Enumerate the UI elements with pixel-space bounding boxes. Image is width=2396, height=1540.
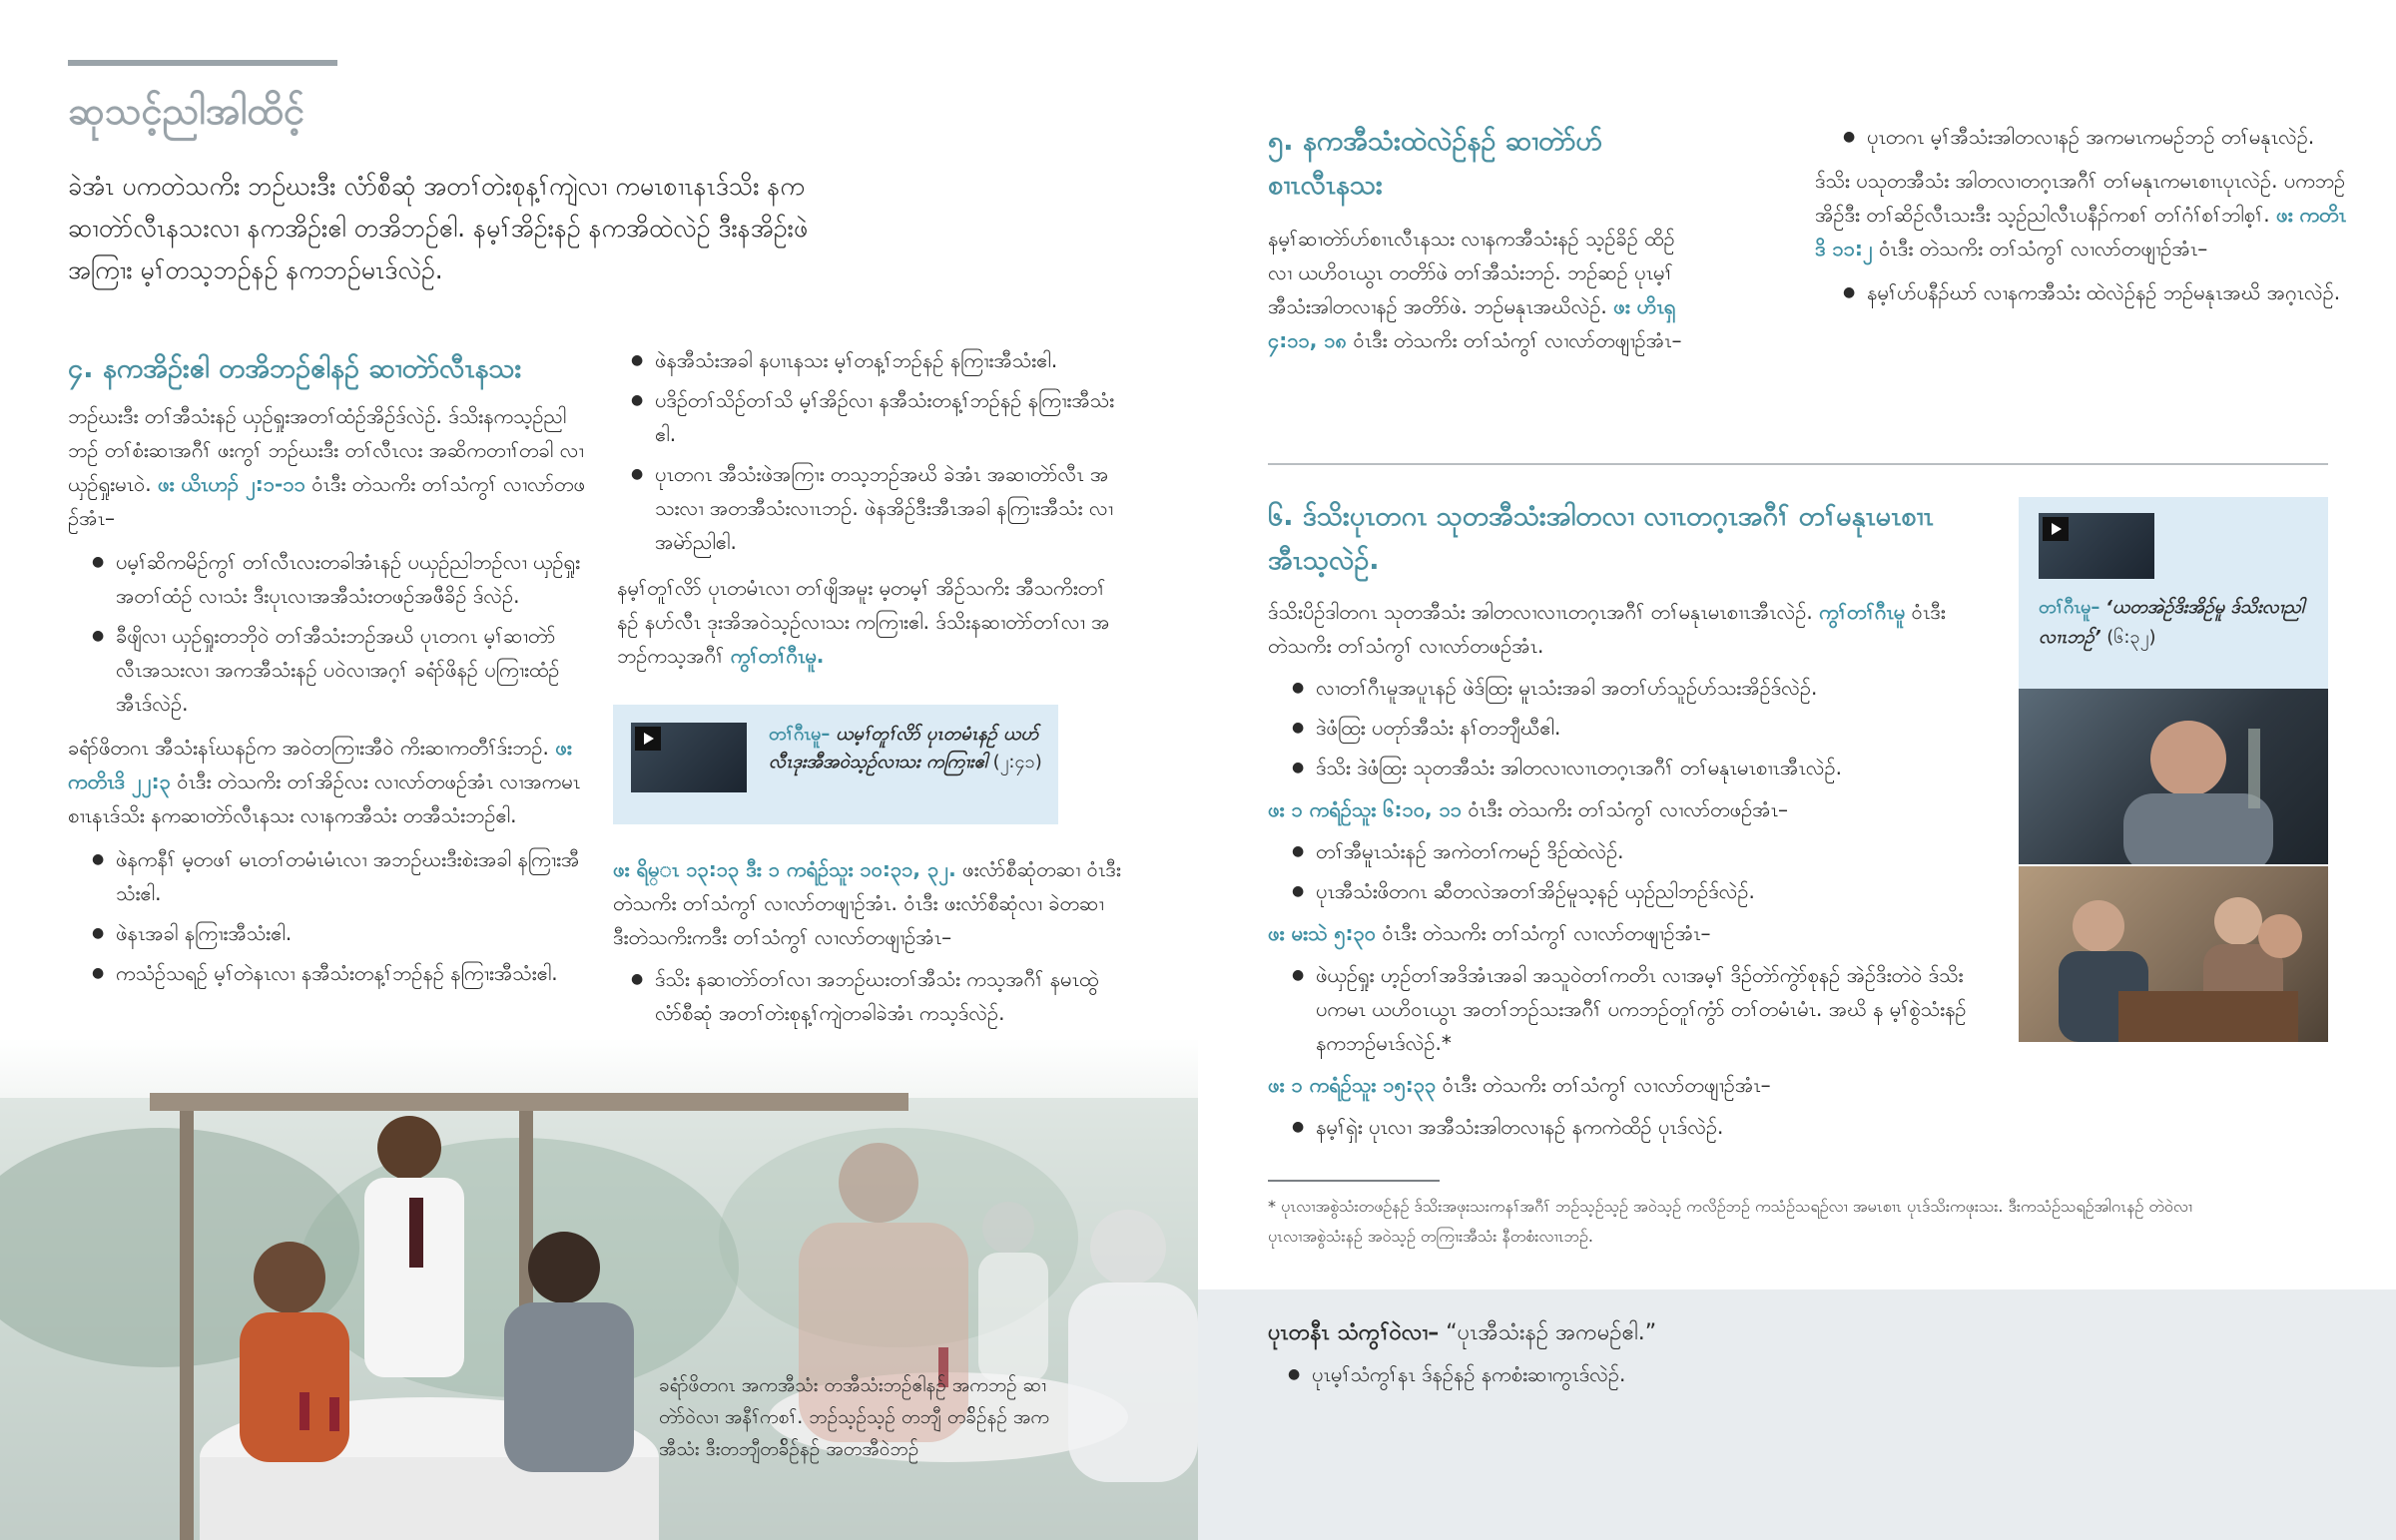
- bottom-question-panel: [1198, 1289, 2396, 1540]
- list-item: ● ပုၤတဂၤ မ့ၢ်အီသံးအါတလၢနဉ် အကမၤကမဉ်ဘဉ် တၢ်မနုၤလဲဉ်.: [1839, 120, 2354, 154]
- list-item: ● ပမ့ၢ်ဆိကမိဉ်ကွၢ် တၢ်လီၤလးတခါအံၤနဉ် ပယှဉ်ညါဘဉ်လၢ ယှဉ်ရှုးအတၢ်ထံဉ် လၢသံး ဒီးပုၤလၢအအီသံးတဖဉ်အဖီခိဉ် ဒ်လဲဉ်.: [88, 545, 587, 613]
- list-item: ● ဖဲနအီသံးအခါ နပၢၤနသး မ့ၢ်တန့ၢ်ဘဉ်နဉ် နကြၢးအီသံးဧါ.: [627, 343, 1126, 377]
- list-item: ● ဖဲယှဉ်ရှုး ဟ့ဉ်တၢ်အဒိအံၤအခါ အသူဝဲတၢ်ကတိၤ လၢအမ့ၢ် ဒိဉ်တဲာ်ကွဲာ်စုနဉ် အဲဉ်ဒိးတဲဝဲ ဒ်သိးပကမၤ ယဟိဝၤယွၤ အတၢ်ဘဉ်သးအဂီၢ် ပကဘဉ်တူၢ်ကွံာ် တၢ်တမံၤမံၤ. အဃိ န မ့ၢ်စွဲသံးနဉ် နကဘဉ်မၤဒ်လဲဉ်.*: [1288, 958, 1967, 1060]
- footnote-rule: [1268, 1180, 1440, 1182]
- video-still-man: [2019, 689, 2328, 864]
- list-item: ● ကသံဉ်သရဉ် မ့ၢ်တဲနၤလၢ နအီသံးတန့ၢ်ဘဉ်နဉ် နကြၢးအီသံးဧါ.: [88, 956, 587, 990]
- scripture-reference[interactable]: ဖး ၁ ကရံဉ်သူး ၁၅:၃၃: [1268, 1073, 1437, 1097]
- section-4-paragraph-2: ခရံာ်ဖိတဂၤ အီသံးနၤ်ဃနဉ်က အဝဲတကြၢးအီဝဲ ကိးဆၢကတီၢ်ဒ်းဘဉ်. ဖး ကတိၤဒိ ၂၂:၃ ဝံၤဒီး တဲသကိး တၢ်အိဉ်လး လၢလာ်တဖဉ်အံၤ လၢအကမၤစၢၤနၤဒ်သိး နကဆၢတဲာ်လီၤနသး လၢနကအီသံး တအီသံးဘဉ်ဧါ.: [68, 736, 581, 827]
- scripture-reference[interactable]: ဖး ဟိၤရှ ၄:၁၁, ၁၈: [1268, 294, 1676, 352]
- section-6-heading: ၆. ဒ်သိးပုၤတဂၤ သုတအီသံးအါတလၢ လၢၤတဂ့ၤအဂီၢ် တၢ်မနုၤမၤစၢၤအီၤသ့လဲဉ်.: [1268, 501, 1934, 576]
- question-list-6: [1839, 275, 2354, 309]
- section-5-paragraph-2: ဒ်သိး ပသုတအီသံး အါတလၢတဂ့ၤအဂီၢ် တၢ်မနုၤကမၤစၢၤပုၤလဲဉ်. ပကဘဉ်အိဉ်ဒီး တၢ်ဆိဉ်လီၤသးဒီး သ့ဉ်ညါလီၤပနီၣ်ကစၢ် တၢ်ဂံၢ်စၢ်ဘါစ့ၢ်. ဖး ကတိၤဒိ ၁၁:၂ ဝံၤဒီး တဲသကိး တၢ်သံကွၢ် လၢလာ်တဖျၢဉ်အံၤ–: [1815, 169, 2347, 260]
- question-list-4: [627, 962, 1122, 1030]
- section-5-heading: ၅. နကအီသံးထဲလဲဉ်နဉ် ဆၢတဲာ်ပာ်စၢၤလီၤနသး: [1268, 126, 1602, 201]
- list-item: ● ဒ်သိး ဒဲဖံထြး သုတအီသံး အါတလၢလၢၤတဂ့ၤအဂီၢ် တၢ်မနုၤမၤစၢၤအီၤလဲဉ်.: [1288, 751, 1967, 784]
- question-list-8: [1288, 834, 1967, 908]
- section-5-paragraph-1: နမ့ၢ်ဆၢတဲာ်ပာ်စၢၤလီၤနသး လၢနကအီသံးနဉ် သ့ဉ်ခိဉ် ထိဉ်လၢ ယဟိဝၤယွၤ တတိာ်ဖဲ တၢ်အီသံးဘဉ်. ဘဉ်ဆဉ် ပုၤမ့ၢ်အီသံးအါတလၢနဉ် အတိာ်ဖဲ. ဘဉ်မနုၤအဃိလဲဉ်. ဖး ဟိၤရှ ၄:၁၁, ၁၈ ဝံၤဒီး တဲသကိး တၢ်သံကွၢ် လၢလာ်တဖျၢဉ်အံၤ–: [1268, 227, 1682, 352]
- section-4-heading: ၄. နကအိဉ်းဧါ တအိဘဉ်ဧါနဉ် ဆၢတဲာ်လီၤနသး: [68, 353, 522, 384]
- illustration-caption: ခရံာ်ဖိတဂၤ အကအီသံး တအီသံးဘဉ်ဧါနဉ် အကဘဉ် ဆၢတဲာ်ဝဲလၢ အနီၢ်ကစၢ်. ဘဉ်သ့ဉ်သ့ဉ် တဘျီ တခ်ိဉ်နဉ် အကအီသံး ဒီးတဘျီတခ်ိဉ်နဉ် အတအီဝဲဘဉ်: [659, 1374, 1050, 1460]
- section-6-paragraph-1: ဒ်သိးပိဉ်ဒါတဂၤ သုတအီသံး အါတလၢလၢၤတဂ့ၤအဂီၢ် တၢ်မနုၤမၤစၢၤအီၤလဲဉ်. ကွၢ်တၢ်ဂီၤမူ ဝံၤဒီး တဲသကိး တၢ်သံကွၢ် လၢလာ်တဖဉ်အံၤ.: [1268, 600, 1946, 658]
- question-list-7: [1288, 671, 1967, 784]
- question-list-11: [1284, 1357, 2282, 1397]
- list-item: ● ခီဖျိလၢ ယှဉ်ရှုးတဘိုဝဲ တၢ်အီသံးဘဉ်အဃိ ပုၤတဂၤ မ့ၢ်ဆၢတဲာ် လီၤအသးလၢ အကအီသံးနဉ် ပဝဲလၢအဂ့ၢ် ခရံာ်ဖိနဉ် ပကြၢးထံဉ် အီၤဒ်လဲဉ်.: [88, 619, 587, 721]
- scripture-reference[interactable]: ဖး ကတိၤဒိ ၂၂:၃: [68, 736, 572, 793]
- scripture-reference[interactable]: ဖး ရိမ္ၤ ၁၃:၁၃ ဒီး ၁ ကရံဉ်သူး ၁၀:၃၁, ၃၂.: [613, 857, 956, 881]
- list-item: ● တၢ်အီမူၤသံးနဉ် အကဲတၢ်ကမဉ် ဒိဉ်ထဲလဲဉ်.: [1288, 834, 1967, 868]
- section-4-column-1: [68, 399, 587, 996]
- list-item: ● ဖဲနၤအခါ နကြၢးအီသံးဧါ.: [88, 916, 587, 950]
- list-item: ● နမ့ၢ်ရှဲး ပုၤလၢ အအီသံးအါတလၢနဉ် နကကဲထိဉ် ပုၤဒ်လဲဉ်.: [1288, 1110, 1967, 1144]
- scripture-reference[interactable]: ဖး ၁ ကရံဉ်သူး ၆:၁၀, ၁၁: [1268, 797, 1463, 821]
- question-list-5: [1839, 120, 2354, 154]
- question-heading: ပုၤတနီၤ သံကွၢ်ဝဲလၢ– “ပုၤအီသံးနဉ် အကမဉ်ဧါ.”: [1268, 1320, 1657, 1345]
- video-still-family: [2019, 866, 2328, 1042]
- list-item: ● နမ့ၢ်ပာ်ပနီၣ်ဃာ် လၢနကအီသံး ထဲလဲဉ်နဉ် ဘဉ်မနုၤအဃိ အဂ့ၤလဲဉ်.: [1839, 275, 2354, 309]
- question-list-2: [88, 842, 587, 990]
- footnote: * ပုၤလၢအစွဲသံးတဖဉ်နဉ် ဒ်သိးအဖုးသးကနၢ်အဂီၢ် ဘဉ်သ့ဉ်သ့ဉ် အဝဲသ့ဉ် ကလိဉ်ဘဉ် ကသံဉ်သရဉ်လၢ အမၤစၢၤ ပုၤဒ်သိးကဖုးသး. ဒီးကသံဉ်သရဉ်အါဂၤနဉ် တဲဝဲလၢ ပုၤလၢအစွဲသံးနဉ် အဝဲသ့ဉ် တကြၢးအီသံး နီတစံးလၢၤဘဉ်.: [1268, 1197, 2193, 1246]
- list-item: ● ပဒိဉ်တၢ်သိဉ်တၢ်သိ မ့ၢ်အိဉ်လၢ နအီသံးတန့ၢ်ဘဉ်နဉ် နကြၢးအီသံးဧါ.: [627, 383, 1126, 451]
- section-6-body: [1268, 595, 1967, 1150]
- list-item: ● ပုၤတဂၤ အီသံးဖဲအကြၢး တသ့ဘဉ်အဃိ ခဲအံၤ အဆၢတဲာ်လီၤ အသးလၢ အတအီသံးလၢၤဘဉ်. ဖဲနအိဉ်ဒီးအီၤအခါ နကြၢးအီသံး လၢ အမဲာ်ညါဧါ.: [627, 457, 1126, 559]
- title-rule: [68, 60, 337, 66]
- list-item: ● ဒဲဖံထြး ပတုာ်အီသံး နၢ်တဘျီဃီဧါ.: [1288, 711, 1967, 745]
- list-item: ● ဒ်သိး နဆၢတဲာ်တၢ်လၢ အဘဉ်ဃးတၢ်အီသံး ကသ့အဂီၢ် နမၤထွဲ လံာ်စီဆုံ အတၢ်တဲးစုန့ၢ်ကျဲတခါခဲအံၤ ကသ့ဒ်လဲဉ်.: [627, 962, 1122, 1030]
- still-2-svg: [2019, 866, 2328, 1042]
- scripture-reference[interactable]: ဖး ယိၤဟၣ် ၂:၁-၁၁: [157, 472, 305, 496]
- section-4-paragraph-3: နမ့ၢ်တူၢ်လိာ် ပုၤတမံၤလၢ တၢ်ဖျိအမူး မ့တမ့ၢ် အိဉ်သကိး အီသကိးတၢ် နဉ် နပာ်လီၤ ဒုးအိအဝဲသ့ဉ်လၢသး ကကြၢးဧါ. ဒ်သိးနဆၢတဲာ်တၢ်လၢ အဘဉ်ကသ့အဂီၢ် ကွၢ်တၢ်ဂီၤမူ.: [617, 576, 1110, 668]
- section-4-column-2-bottom: [613, 852, 1122, 1036]
- list-item: ● ပုၤအီသံးဖိတဂၤ ဆီတလဲအတၢ်အိဉ်မူသ့နဉ် ယှဉ်ညါဘဉ်ဒ်လဲဉ်.: [1288, 874, 1967, 908]
- list-item: ● ပုၤမ့ၢ်သံကွၢ်နၤ ဒ်နဉ်နဉ် နကစံးဆၢကွၤဒ်လဲဉ်.: [1284, 1357, 2282, 1391]
- question-list-1: [88, 545, 587, 721]
- video-box[interactable]: [613, 705, 1058, 824]
- video-link[interactable]: ကွၢ်တၢ်ဂီၤမူ.: [730, 644, 825, 668]
- section-5-column-2: [1815, 120, 2354, 315]
- intro-text: ခဲအံၤ ပကတဲသကိး ဘဉ်ဃးဒီး လံာ်စီဆုံ အတၢ်တဲးစုန့ၢ်ကျဲလၢ ကမၤစၢၤနၤဒ်သိး နကဆၢတဲာ်လီၤနသးလၢ နကအိဉ်းဧါ တအိဘဉ်ဧါ. နမ့ၢ်အိဉ်းနဉ် နကအိထဲလဲဉ် ဒီးနအိဉ်းဖဲအကြၢး မ့ၢ်တသ့ဘဉ်နဉ် နကဘဉ်မၤဒ်လဲဉ်.: [68, 172, 809, 284]
- page-title: ဆုသင့်ညါအါထိင့်: [68, 89, 305, 133]
- section-4-paragraph-1: ဘဉ်ဃးဒီး တၢ်အီသံးနဉ် ယှဉ်ရှုးအတၢ်ထံဉ်အိဉ်ဒ်လဲဉ်. ဒ်သိးနကသ့ဉ်ညါ ဘဉ် တၢ်စံးဆၢအဂီၢ် ဖးကွၢ် ဘဉ်ဃးဒီး တၢ်လီၤလး အဆိကတၢၢ်တခါ လၢ ယှဉ်ရှုးမၤဝဲ. ဖး ယိၤဟၣ် ၂:၁-၁၁ ဝံၤဒီး တဲသကိး တၢ်သံကွၢ် လၢလာ်တဖဉ်အံၤ–: [68, 404, 585, 530]
- scripture-reference[interactable]: ဖး မးသဲ ၅:၃၀: [1268, 921, 1377, 945]
- section-6-paragraph-3: ဖး မးသဲ ၅:၃၀ ဝံၤဒီး တဲသကိး တၢ်သံကွၢ် လၢလာ်တဖျၢဉ်အံၤ–: [1268, 921, 1711, 945]
- section-4-column-2: [617, 343, 1126, 673]
- video-title[interactable]: တၢ်ဂီၤမူ– ‘ယတအဲဉ်ဒိးအိဉ်မူ ဒ်သိးလၢညါ လၢၤဘဉ်’ (၆:၃၂): [2039, 597, 2304, 648]
- list-item: ● ဖဲနကနီၢ် မ့တဖၢ် မၤတၢ်တမံၤမံၤလၢ အဘဉ်ဃးဒီးစဲးအခါ နကြၢးအီသံးဧါ.: [88, 842, 587, 910]
- video-link[interactable]: ကွၢ်တၢ်ဂီၤမူ: [1819, 600, 1906, 624]
- list-item: ● လၢတၢ်ဂီၤမူအပူၤနဉ် ဖဲဒ်ထြး မူၤသံးအခါ အတၢ်ပာ်သူဉ်ပာ်သးအိဉ်ဒ်လဲဉ်.: [1288, 671, 1967, 705]
- right-page: [1198, 0, 2396, 1540]
- section-divider: [1268, 463, 2328, 465]
- video-thumbnail[interactable]: [2039, 513, 2154, 579]
- video-thumbnail[interactable]: [631, 723, 747, 792]
- play-icon[interactable]: [635, 727, 661, 751]
- play-icon[interactable]: [2043, 517, 2069, 541]
- question-list-9: [1288, 958, 1967, 1060]
- section-6-paragraph-2: ဖး ၁ ကရံဉ်သူး ၆:၁၀, ၁၁ ဝံၤဒီး တဲသကိး တၢ်သံကွၢ် လၢလာ်တဖဉ်အံၤ–: [1268, 797, 1789, 821]
- section-5-column-1: [1268, 222, 1687, 357]
- section-6-paragraph-4: ဖး ၁ ကရံဉ်သူး ၁၅:၃၃ ဝံၤဒီး တဲသကိး တၢ်သံကွၢ် လၢလာ်တဖျၢဉ်အံၤ–: [1268, 1073, 1771, 1097]
- question-list-10: [1288, 1110, 1967, 1144]
- scripture-reference[interactable]: ဖး ကတိၤဒိ ၁၁:၂: [1815, 203, 2347, 260]
- section-4-paragraph-4: ဖး ရိမ္ၤ ၁၃:၁၃ ဒီး ၁ ကရံဉ်သူး ၁၀:၃၁, ၃၂. ဖးလံာ်စီဆုံတဆၢ ဝံၤဒီး တဲသကိး တၢ်သံကွၢ် လၢလာ်တဖျၢဉ်အံၤ. ဝံၤဒီး ဖးလံာ်စီဆုံလၢ ခဲတဆၢ ဒီးတဲသကိးကဒီး တၢ်သံကွၢ် လၢလာ်တဖျၢဉ်အံၤ–: [613, 857, 1121, 949]
- video-title[interactable]: တၢ်ဂီၤမူ– ယမ့ၢ်တူၢ်လိာ် ပုၤတမံၤနဉ် ယပာ်လီၤဒုးအီအဝဲသ့ဉ်လၢသး ကကြၢးဧါ (၂:၄၁): [769, 724, 1042, 772]
- video-sidebar[interactable]: [2019, 497, 2328, 689]
- question-list-3: [627, 343, 1126, 559]
- still-1-svg: [2019, 689, 2328, 864]
